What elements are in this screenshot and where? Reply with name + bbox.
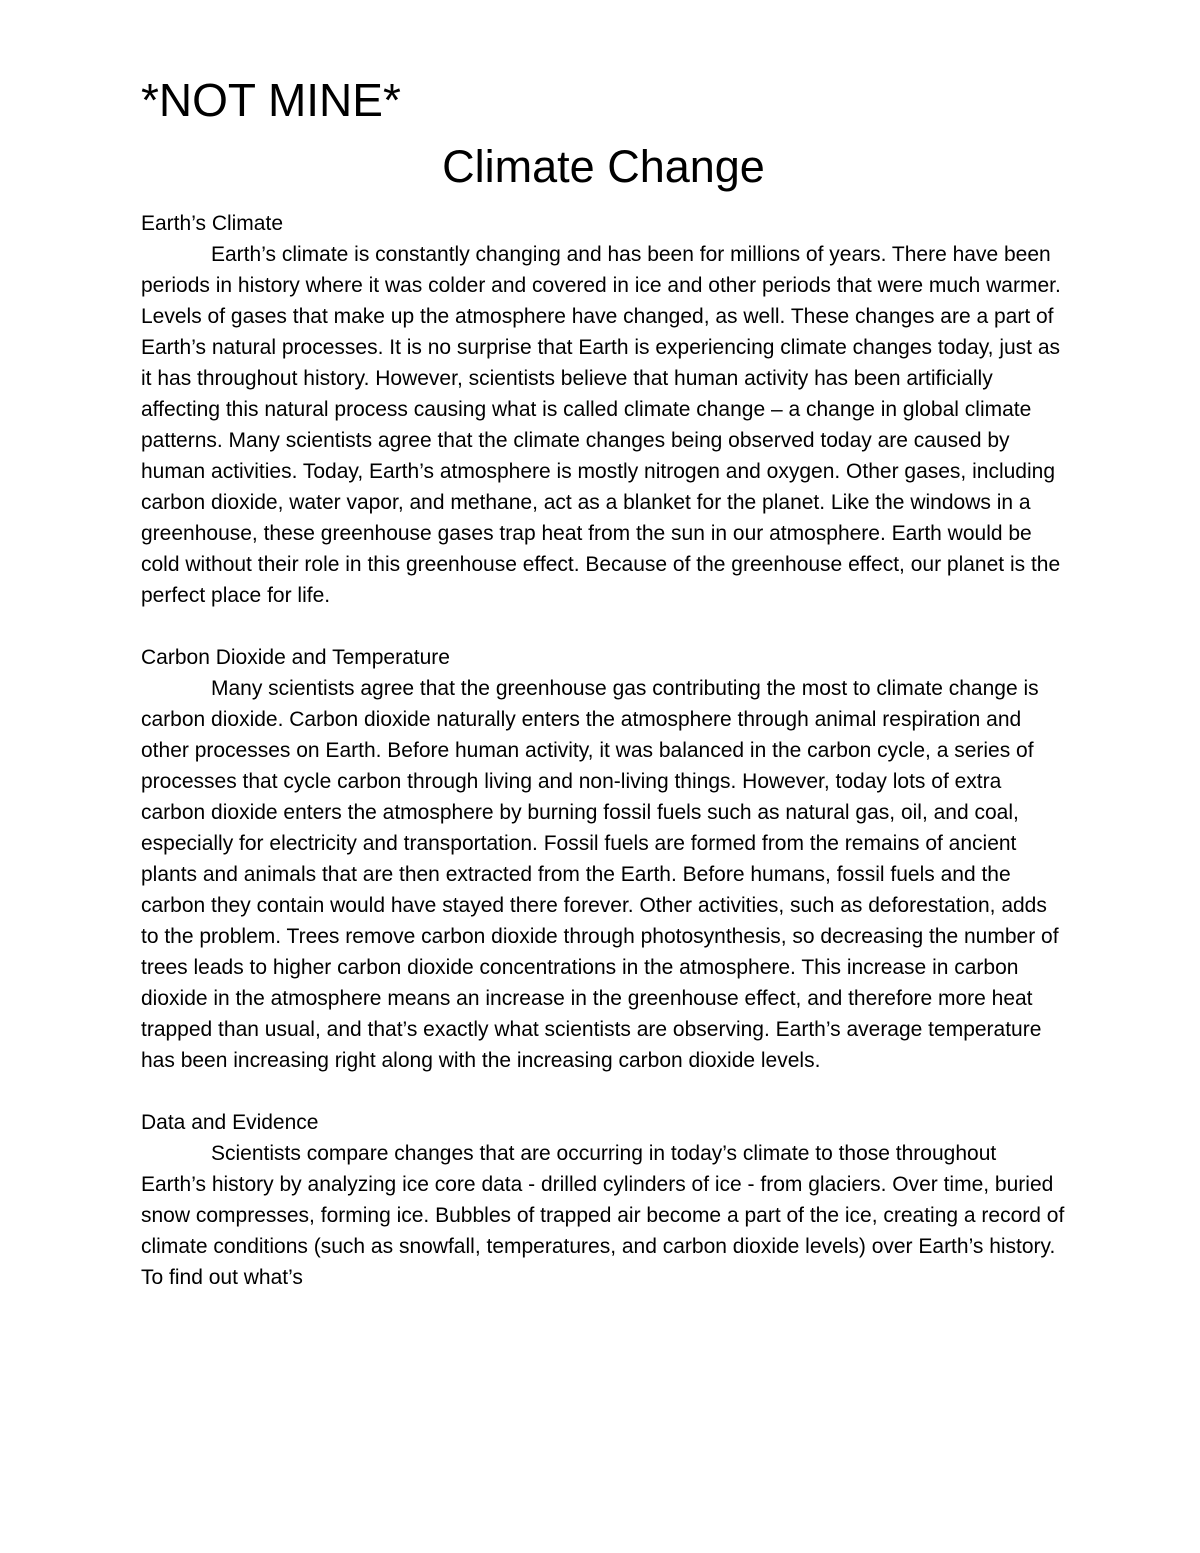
section-heading: Earth’s Climate: [141, 212, 283, 235]
section-heading: Data and Evidence: [141, 1111, 319, 1134]
section-heading: Carbon Dioxide and Temperature: [141, 646, 450, 669]
section-data-and-evidence: [141, 1107, 1066, 1293]
section-paragraph: Earth’s climate is constantly changing and has been for millions of years. There have been periods in history where it was colder and covered in ice and other periods that were much warmer. Levels of gases that make up the atmosphere have changed, as well. These changes are a part of Earth’s natural processes. It is no surprise that Earth is experiencing climate changes today, just as it has throughout history. However, scientists believe that human activity has been artificially affecting this natural process causing what is called climate change – a change in global climate patterns. Many scientists agree that the climate changes being observed today are caused by human activities. Today, Earth’s atmosphere is mostly nitrogen and oxygen. Other gases, including carbon dioxide, water vapor, and methane, act as a blanket for the planet. Like the windows in a greenhouse, these greenhouse gases trap heat from the sun in our atmosphere. Earth would be cold without their role in this greenhouse effect. Because of the greenhouse effect, our planet is the perfect place for life.: [141, 243, 1061, 607]
document-label: *NOT MINE*: [141, 74, 401, 126]
document-title: Climate Change: [442, 141, 765, 192]
section-spacer: [141, 1076, 1066, 1107]
section-spacer: [141, 611, 1066, 642]
section-paragraph: Scientists compare changes that are occurring in today’s climate to those throughout Earth’s history by analyzing ice core data - drilled cylinders of ice - from glaciers. Over time, buried snow compresses, forming ice. Bubbles of trapped air become a part of the ice, creating a record of climate conditions (such as snowfall, temperatures, and carbon dioxide levels) over Earth’s history. To find out what’s: [141, 1142, 1065, 1289]
section-paragraph: Many scientists agree that the greenhouse gas contributing the most to climate change is carbon dioxide. Carbon dioxide naturally enters the atmosphere through animal respiration and other processes on Earth. Before human activity, it was balanced in the carbon cycle, a series of processes that cycle carbon through living and non-living things. However, today lots of extra carbon dioxide enters the atmosphere by burning fossil fuels such as natural gas, oil, and coal, especially for electricity and transportation. Fossil fuels are formed from the remains of ancient plants and animals that are then extracted from the Earth. Before humans, fossil fuels and the carbon they contain would have stayed there forever. Other activities, such as deforestation, adds to the problem. Trees remove carbon dioxide through photosynthesis, so decreasing the number of trees leads to higher carbon dioxide concentrations in the atmosphere. This increase in carbon dioxide in the atmosphere means an increase in the greenhouse effect, and therefore more heat trapped than usual, and that’s exactly what scientists are observing. Earth’s average temperature has been increasing right along with the increasing carbon dioxide levels.: [141, 677, 1059, 1072]
section-earths-climate: [141, 208, 1066, 611]
section-carbon-dioxide-and-temperature: [141, 642, 1066, 1076]
document-content: [141, 70, 1066, 1293]
